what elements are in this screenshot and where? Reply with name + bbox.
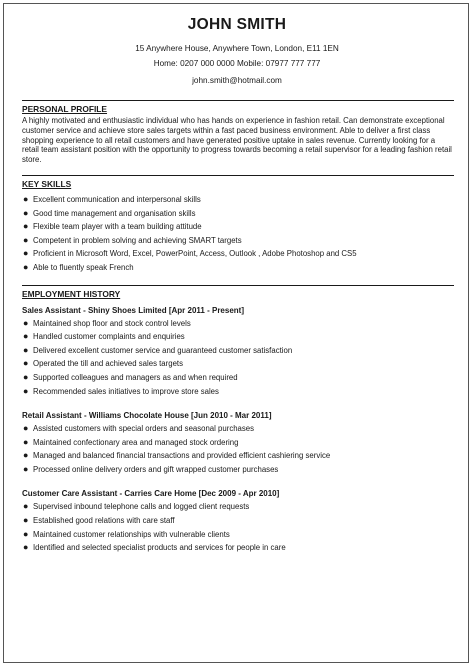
job-heading-sales-assistant: Sales Assistant - Shiny Shoes Limited [Apr 2011 - Present] [22, 305, 244, 315]
bullet-icon: ● [23, 317, 29, 328]
bullet-icon: ● [23, 248, 29, 259]
list-item: ● Proficient in Microsoft Word, Excel, PowerPoint, Access, Outlook , Adobe Photoshop and CS5 [22, 247, 454, 261]
cv-body [22, 100, 454, 555]
profile-text: A highly motivated and enthusiastic individual who has hands on experience in fashion retail. Can demonstrate exceptional customer service and achieve store sales targets within a fast paced business environment. Able to deliver a first class shopping experience to all retail customers and have generated positive uptake in sales revenue. Currently looking for a retail team assistant position with the opportunity to progress towards becoming a retail supervisor for a leading fashion retail store. [22, 116, 452, 165]
address-line: 15 Anywhere House, Anywhere Town, London, E11 1EN [135, 44, 339, 53]
list-item: ● Competent in problem solving and achieving SMART targets [22, 234, 454, 248]
bullet-icon: ● [23, 542, 29, 553]
bullet-icon: ● [23, 423, 29, 434]
list-item: ● Excellent communication and interpersonal skills [22, 193, 454, 207]
bullet-icon: ● [23, 528, 29, 539]
cv-header [0, 16, 474, 88]
list-item: ● Supervised inbound telephone calls and logged client requests [22, 500, 454, 514]
email-line: john.smith@hotmail.com [192, 76, 282, 85]
list-item: ● Supported colleagues and managers as and when required [22, 371, 454, 385]
list-item: ● Good time management and organisation skills [22, 207, 454, 221]
list-item: ● Maintained shop floor and stock control levels [22, 317, 454, 331]
job-duties-list [22, 422, 454, 476]
list-item: ● Operated the till and achieved sales targets [22, 357, 454, 371]
list-item: ● Handled customer complaints and enquiries [22, 330, 454, 344]
section-title-skills: KEY SKILLS [22, 175, 454, 190]
bullet-icon: ● [23, 371, 29, 382]
section-title-profile: PERSONAL PROFILE [22, 100, 454, 115]
list-item: ● Recommended sales initiatives to improve store sales [22, 385, 454, 399]
bullet-icon: ● [23, 261, 29, 272]
bullet-icon: ● [23, 385, 29, 396]
list-item: ● Maintained customer relationships with vulnerable clients [22, 528, 454, 542]
list-item: ● Able to fluently speak French [22, 261, 454, 275]
list-item: ● Processed online delivery orders and gift wrapped customer purchases [22, 463, 454, 477]
bullet-icon: ● [23, 501, 29, 512]
list-item: ● Established good relations with care staff [22, 514, 454, 528]
phone-line: Home: 0207 000 0000 Mobile: 07977 777 777 [153, 59, 321, 68]
bullet-icon: ● [23, 331, 29, 342]
bullet-icon: ● [23, 515, 29, 526]
list-item: ● Identified and selected specialist products and services for people in care [22, 541, 454, 555]
candidate-name: JOHN SMITH [187, 16, 287, 33]
list-item: ● Maintained confectionary area and managed stock ordering [22, 436, 454, 450]
job-heading-customer-care-assistant: Customer Care Assistant - Carries Care Home [Dec 2009 - Apr 2010] [22, 489, 280, 499]
list-item: ● Managed and balanced financial transactions and provided efficient cashiering service [22, 449, 454, 463]
bullet-icon: ● [23, 234, 29, 245]
bullet-icon: ● [23, 436, 29, 447]
list-item: ● Flexible team player with a team building attitude [22, 220, 454, 234]
bullet-icon: ● [23, 193, 29, 204]
list-item: ● Assisted customers with special orders and seasonal purchases [22, 422, 454, 436]
section-title-employment: EMPLOYMENT HISTORY [22, 285, 454, 300]
bullet-icon: ● [23, 450, 29, 461]
bullet-icon: ● [23, 358, 29, 369]
bullet-icon: ● [23, 207, 29, 218]
list-item: ● Delivered excellent customer service and guaranteed customer satisfaction [22, 344, 454, 358]
bullet-icon: ● [23, 344, 29, 355]
job-duties-list [22, 317, 454, 399]
bullet-icon: ● [23, 463, 29, 474]
job-duties-list [22, 500, 454, 554]
skills-list [22, 193, 454, 275]
bullet-icon: ● [23, 221, 29, 232]
job-heading-retail-assistant: Retail Assistant - Williams Chocolate House [Jun 2010 - Mar 2011] [22, 411, 272, 421]
